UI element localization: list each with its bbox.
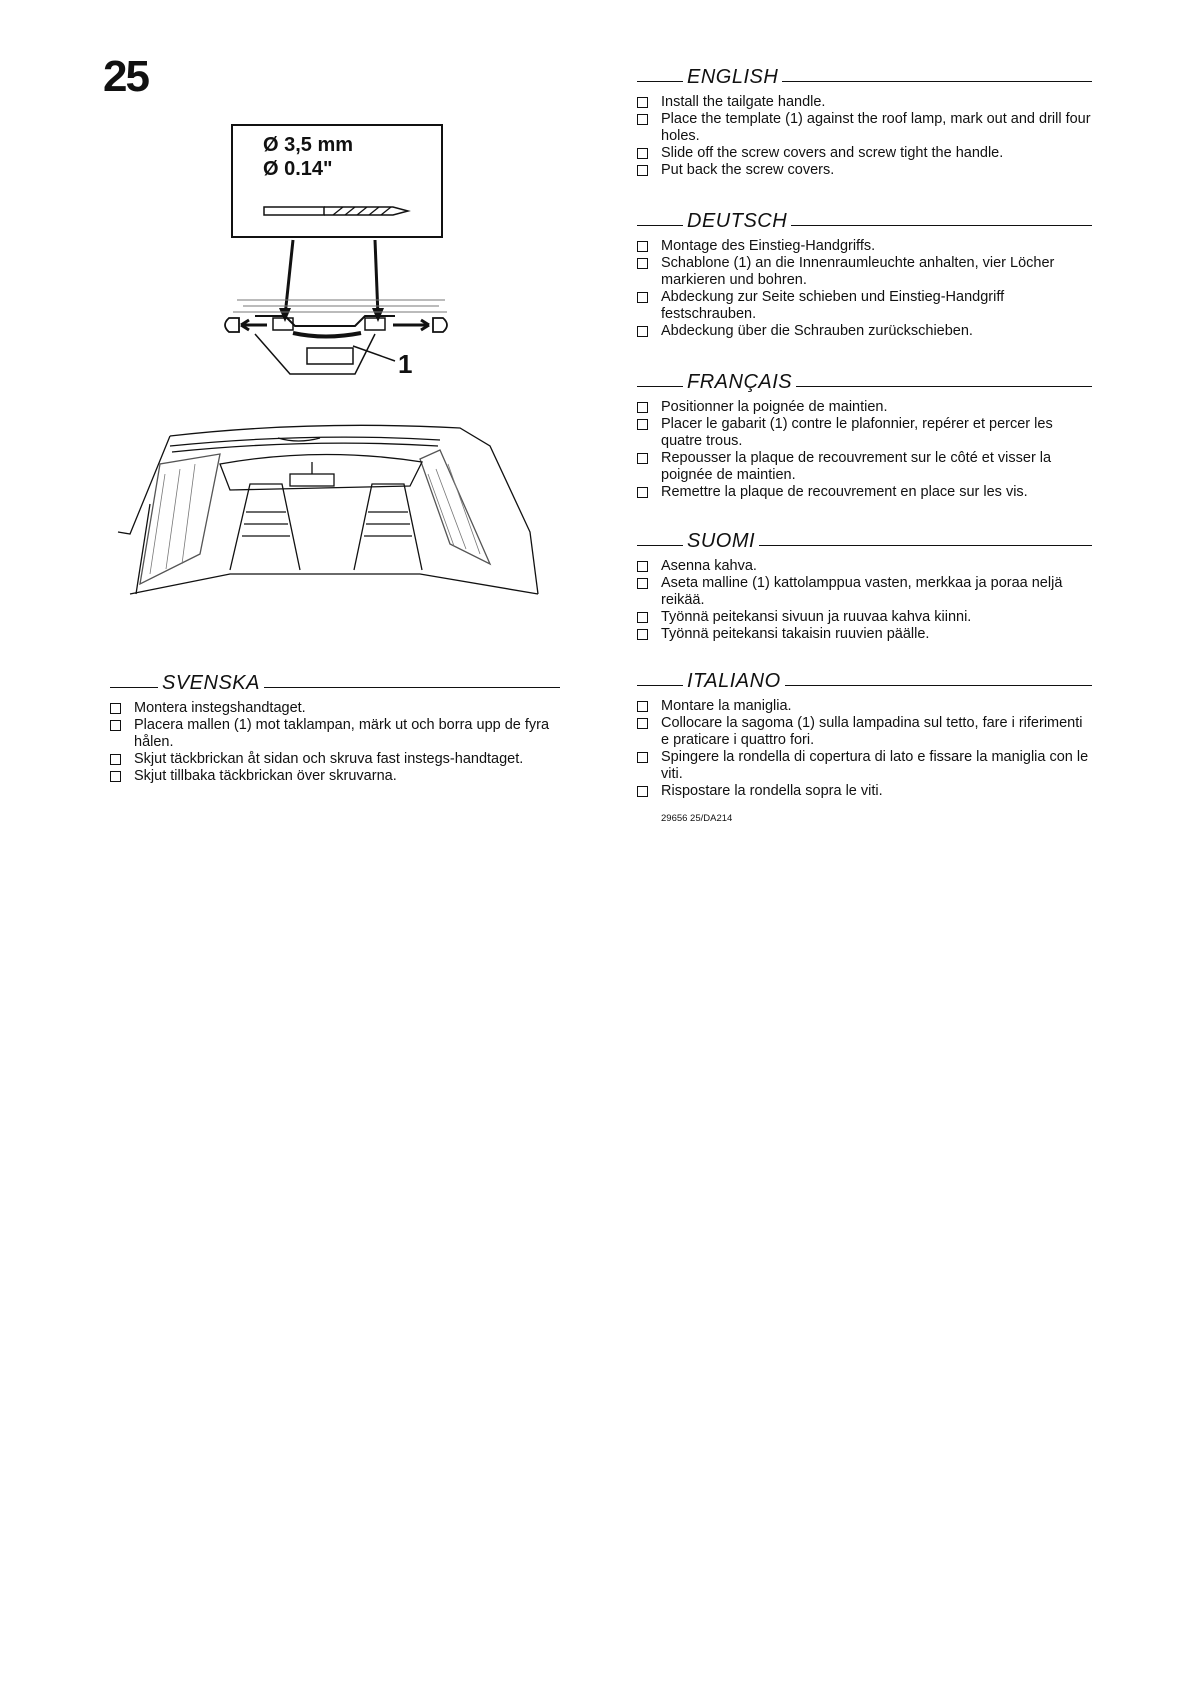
step-item: Abdeckung zur Seite schieben und Einstieg-Handgriff festschrauben. — [637, 289, 1092, 323]
section-heading — [637, 210, 1092, 238]
page-number: 25 — [103, 52, 148, 101]
step-list — [637, 94, 1092, 179]
drill-size-metric: Ø 3,5 mm — [263, 134, 354, 156]
step-item: Abdeckung über die Schrauben zurückschieben. — [637, 323, 1092, 340]
checkbox-icon[interactable] — [110, 703, 121, 714]
step-list — [637, 238, 1092, 340]
drill-arrow-left — [285, 240, 293, 316]
section-italiano — [637, 670, 1092, 800]
checkbox-icon[interactable] — [110, 771, 121, 782]
checkbox-icon[interactable] — [637, 561, 648, 572]
checkbox-icon[interactable] — [637, 487, 648, 498]
checkbox-icon[interactable] — [637, 718, 648, 729]
car-interior-illustration — [110, 424, 550, 604]
step-item: Aseta malline (1) kattolamppua vasten, merkkaa ja poraa neljä reikää. — [637, 575, 1092, 609]
checkbox-icon[interactable] — [637, 165, 648, 176]
step-item: Placer le gabarit (1) contre le plafonnier, repérer et percer les quatre trous. — [637, 416, 1092, 450]
section-heading — [637, 371, 1092, 399]
checkbox-icon[interactable] — [637, 97, 648, 108]
step-list — [637, 698, 1092, 800]
step-item: Positionner la poignée de maintien. — [637, 399, 1092, 416]
checkbox-icon[interactable] — [637, 578, 648, 589]
section-francais — [637, 371, 1092, 501]
checkbox-icon[interactable] — [637, 258, 648, 269]
step-item: Asenna kahva. — [637, 558, 1092, 575]
checkbox-icon[interactable] — [637, 292, 648, 303]
step-item: Schablone (1) an die Innenraumleuchte anhalten, vier Löcher markieren und bohren. — [637, 255, 1092, 289]
section-title: ITALIANO — [683, 670, 785, 693]
step-item: Slide off the screw covers and screw tight the handle. — [637, 145, 1092, 162]
step-item: Put back the screw covers. — [637, 162, 1092, 179]
section-heading — [637, 530, 1092, 558]
slide-arrow-right — [393, 320, 429, 330]
step-item: Remettre la plaque de recouvrement en place sur les vis. — [637, 484, 1092, 501]
step-item: Placera mallen (1) mot taklampan, märk ut och borra upp de fyra hålen. — [110, 717, 560, 751]
checkbox-icon[interactable] — [637, 786, 648, 797]
step-item: Collocare la sagoma (1) sulla lampadina sul tetto, fare i riferimenti e praticare i quattro fori. — [637, 715, 1092, 749]
drill-arrow-right — [375, 240, 378, 316]
checkbox-icon[interactable] — [637, 453, 648, 464]
step-item: Skjut tillbaka täckbrickan över skruvarna. — [110, 768, 560, 785]
step-item: Montare la maniglia. — [637, 698, 1092, 715]
slide-arrow-left — [241, 320, 267, 330]
section-english — [637, 66, 1092, 179]
checkbox-icon[interactable] — [637, 752, 648, 763]
checkbox-icon[interactable] — [637, 241, 648, 252]
checkbox-icon[interactable] — [110, 754, 121, 765]
step-item: Install the tailgate handle. — [637, 94, 1092, 111]
step-item: Place the template (1) against the roof lamp, mark out and drill four holes. — [637, 111, 1092, 145]
template-callout: 1 — [398, 349, 413, 379]
checkbox-icon[interactable] — [637, 402, 648, 413]
section-title: SVENSKA — [158, 672, 264, 695]
document-code: 29656 25/DA214 — [661, 813, 733, 824]
section-heading — [637, 670, 1092, 698]
checkbox-icon[interactable] — [110, 720, 121, 731]
section-title: FRANÇAIS — [683, 371, 796, 394]
step-item: Työnnä peitekansi sivuun ja ruuvaa kahva kiinni. — [637, 609, 1092, 626]
step-item: Repousser la plaque de recouvrement sur le côté et visser la poignée de maintien. — [637, 450, 1092, 484]
step-item: Rispostare la rondella sopra le viti. — [637, 783, 1092, 800]
drill-bit-icon — [263, 202, 413, 220]
section-title: SUOMI — [683, 530, 759, 553]
checkbox-icon[interactable] — [637, 148, 648, 159]
step-list — [637, 399, 1092, 501]
step-item: Montera instegshandtaget. — [110, 700, 560, 717]
drill-size-imperial: Ø 0.14" — [263, 158, 333, 180]
checkbox-icon[interactable] — [637, 612, 648, 623]
section-heading — [110, 672, 560, 700]
step-item: Skjut täckbrickan åt sidan och skruva fast instegs-handtaget. — [110, 751, 560, 768]
checkbox-icon[interactable] — [637, 701, 648, 712]
step-list — [637, 558, 1092, 643]
section-heading — [637, 66, 1092, 94]
checkbox-icon[interactable] — [637, 629, 648, 640]
handle-template-diagram — [215, 236, 465, 386]
step-item: Spingere la rondella di copertura di lato e fissare la maniglia con le viti. — [637, 749, 1092, 783]
checkbox-icon[interactable] — [637, 326, 648, 337]
step-item: Montage des Einstieg-Handgriffs. — [637, 238, 1092, 255]
section-svenska — [110, 672, 560, 785]
step-list — [110, 700, 560, 785]
section-title: ENGLISH — [683, 66, 782, 89]
drill-spec-box — [231, 124, 443, 238]
section-title: DEUTSCH — [683, 210, 791, 233]
checkbox-icon[interactable] — [637, 114, 648, 125]
section-deutsch — [637, 210, 1092, 340]
section-suomi — [637, 530, 1092, 643]
checkbox-icon[interactable] — [637, 419, 648, 430]
step-item: Työnnä peitekansi takaisin ruuvien päälle. — [637, 626, 1092, 643]
